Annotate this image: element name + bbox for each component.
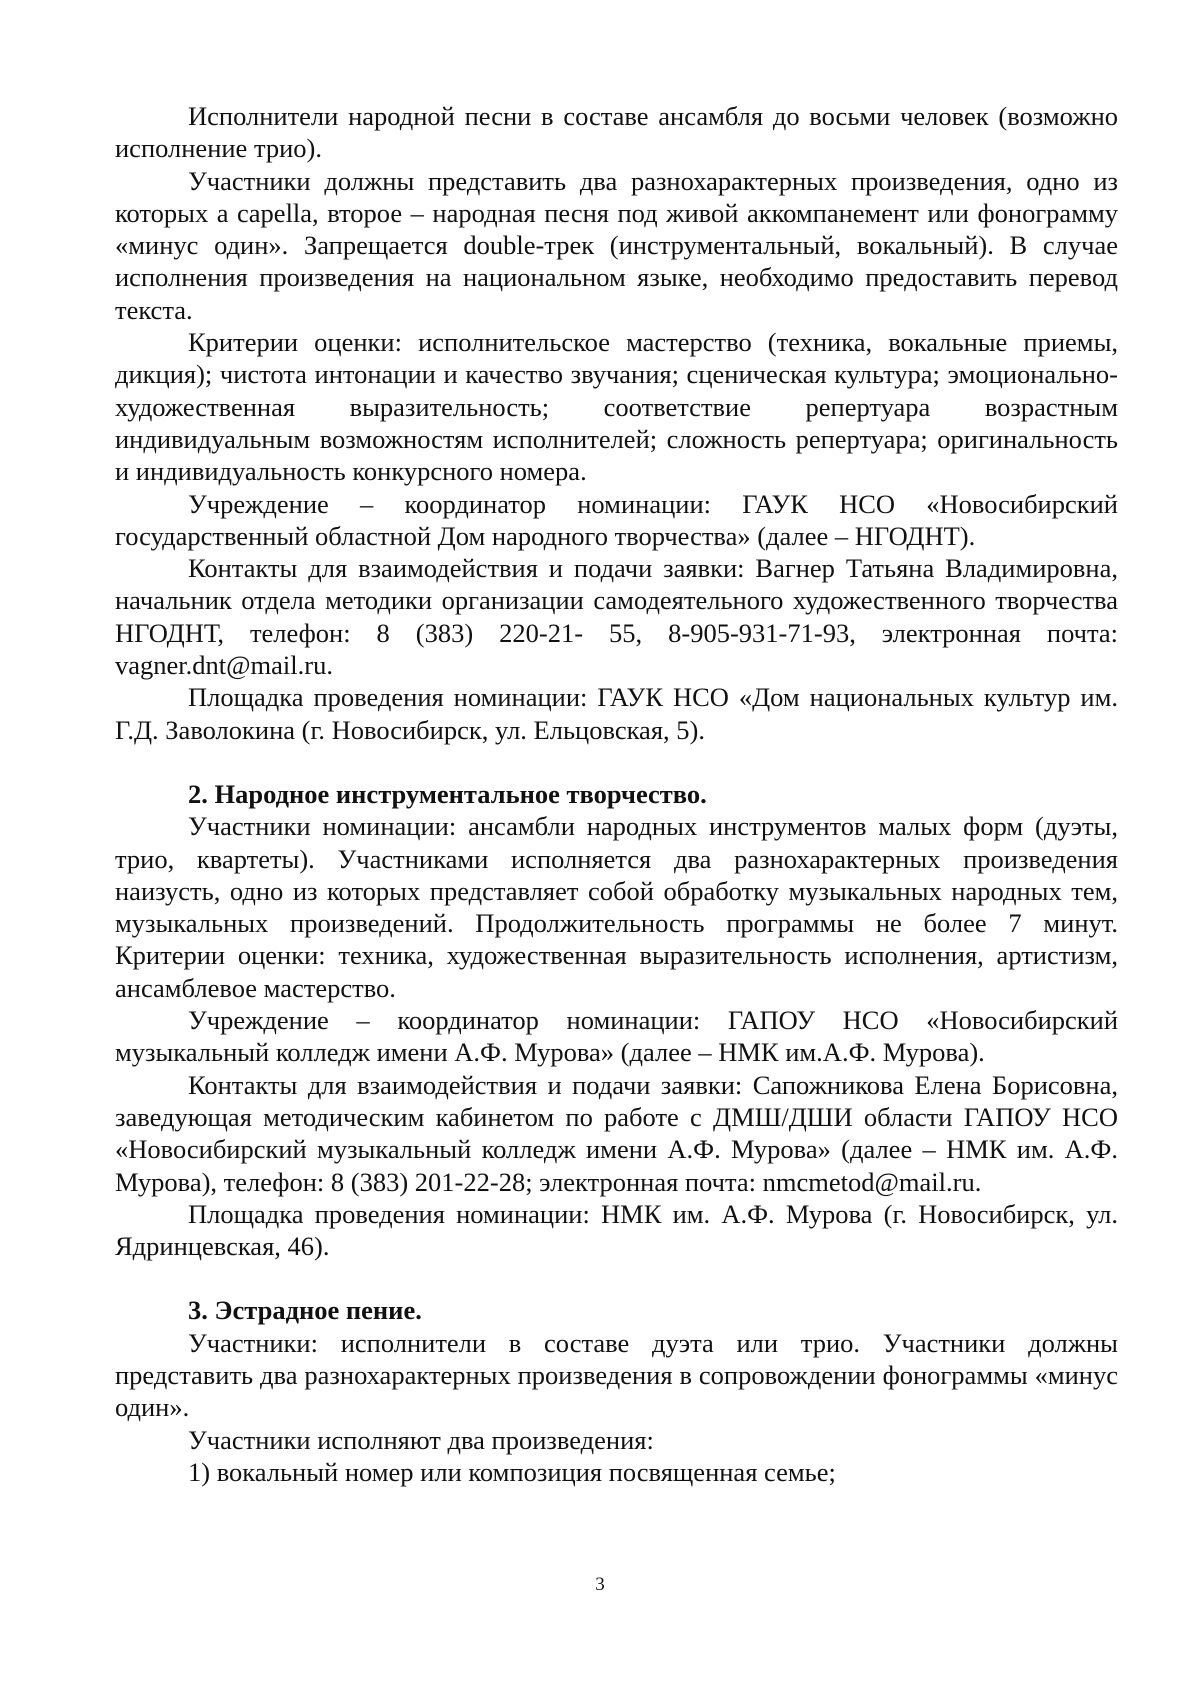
paragraph: Площадка проведения номинации: НМК им. А.Ф. Мурова (г. Новосибирск, ул. Ядринцевская, 46).	[115, 1198, 1118, 1262]
paragraph: Исполнители народной песни в составе ансамбля до восьми человек (возможно исполнение трио).	[115, 101, 1118, 164]
paragraph: Участники исполняют два произведения:	[188, 1424, 654, 1455]
paragraph: Участники номинации: ансамбли народных инструментов малых форм (дуэты, трио, квартеты). Участниками исполняется два разнохарактерных произведения наизусть, одно из которых представляет собой обработку музыкальных народных тем, музыкальных произведений. Продолжительность программы не более 7 минут. Критерии оценки: техника, художественная выразительность исполнения, артистизм, ансамблевое мастерство.	[115, 811, 1118, 1003]
paragraph: Критерии оценки: исполнительское мастерство (техника, вокальные приемы, дикция); чистота интонации и качество звучания; сценическая культура; эмоционально-художественная выразительность; соответствие репертуара возрастным индивидуальным возможностям исполнителей; сложность репертуара; оригинальность и индивидуальность конкурсного номера.	[115, 327, 1118, 487]
page-number: 3	[595, 1574, 605, 1595]
paragraph: 1) вокальный номер или композиция посвященная семье;	[188, 1456, 836, 1487]
paragraph: Учреждение – координатор номинации: ГАУК НСО «Новосибирский государственный областной Дом народного творчества» (далее – НГОДНТ).	[115, 488, 1118, 551]
paragraph: Контакты для взаимодействия и подачи заявки: Вагнер Татьяна Владимировна, начальник отдела методики организации самодеятельного художественного творчества НГОДНТ, телефон: 8 (383) 220-21- 55, 8-905-931-71-93, электронная почта: vagner.dnt@mail.ru.	[115, 553, 1118, 681]
document-page	[115, 100, 1118, 1488]
paragraph: Контакты для взаимодействия и подачи заявки: Сапожникова Елена Борисовна, заведующая методическим кабинетом по работе с ДМШ/ДШИ области ГАПОУ НСО «Новосибирский музыкальный колледж имени А.Ф. Мурова» (далее – НМК им. А.Ф. Мурова), телефон: 8 (383) 201-22-28; электронная почта: nmcmetod@mail.ru.	[115, 1069, 1118, 1197]
paragraph: Участники должны представить два разнохарактерных произведения, одно из которых a capella, второе – народная песня под живой аккомпанемент или фонограмму «минус один». Запрещается double-трек (инструментальный, вокальный). В случае исполнения произведения на национальном языке, необходимо предоставить перевод текста.	[115, 165, 1118, 325]
section-pop-singing	[115, 1294, 1118, 1488]
section-heading: 2. Народное инструментальное творчество.	[188, 778, 707, 809]
paragraph: Учреждение – координатор номинации: ГАПОУ НСО «Новосибирский музыкальный колледж имени А.Ф. Мурова» (далее – НМК им.А.Ф. Мурова).	[115, 1005, 1118, 1068]
section-folk-song	[115, 100, 1118, 746]
section-heading: 3. Эстрадное пение.	[188, 1295, 422, 1326]
paragraph: Площадка проведения номинации: ГАУК НСО «Дом национальных культур им. Г.Д. Заволокина (г. Новосибирск, ул. Ельцовская, 5).	[115, 682, 1118, 745]
paragraph: Участники: исполнители в составе дуэта или трио. Участники должны представить два разнохарактерных произведения в сопровождении фонограммы «минус один».	[115, 1327, 1118, 1423]
section-folk-instrumental	[115, 778, 1118, 1262]
